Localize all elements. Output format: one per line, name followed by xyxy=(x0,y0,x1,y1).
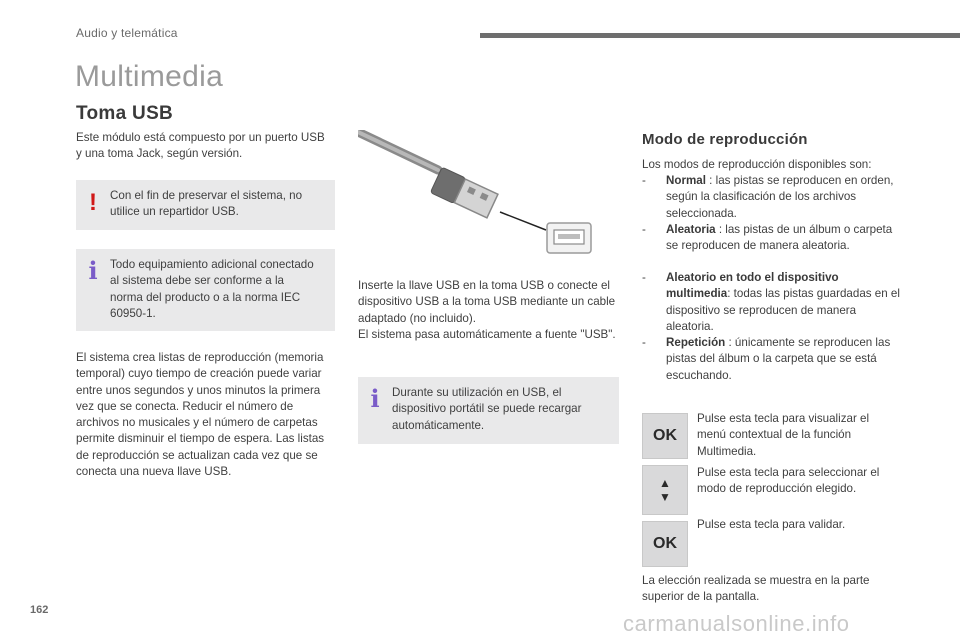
ok-key-label: OK xyxy=(653,427,677,444)
info-text-charging: Durante su utilización en USB, el dispositivo portátil se puede recargar automáticamente. xyxy=(392,386,582,432)
usb-plug-illustration xyxy=(358,130,620,260)
intro-paragraph: Este módulo está compuesto por un puerto USB y una toma Jack, según versión. xyxy=(76,131,325,161)
insert-text: Inserte la llave USB en la toma USB o conecte el dispositivo USB a la toma USB mediante un cable adaptado (no incluido). xyxy=(358,279,616,325)
info-icon: i xyxy=(88,256,98,285)
mode-name: Repetición xyxy=(666,336,726,349)
warning-text: Con el fin de preservar el sistema, no utilice un repartidor USB. xyxy=(110,189,303,219)
watermark: carmanualsonline.info xyxy=(623,611,850,636)
list-dash: - xyxy=(642,174,646,187)
ok-key-menu-description: Pulse esta tecla para visualizar el menú contextual de la función Multimedia. xyxy=(697,412,870,458)
mode-desc: : las pistas de un álbum o carpeta se reproducen de manera aleatoria. xyxy=(666,223,893,253)
ok-key-label: OK xyxy=(653,535,677,552)
arrow-down-icon: ▼ xyxy=(659,490,671,504)
header-bar xyxy=(480,33,960,38)
ok-key-menu xyxy=(642,413,688,459)
header-section-label: Audio y telemática xyxy=(76,26,178,40)
mode-name: Aleatorio en todo el dispositivo multimedia xyxy=(666,271,839,301)
modes-intro: Los modos de reproducción disponibles son: xyxy=(642,158,872,171)
section-title: Toma USB xyxy=(76,103,174,124)
ok-key-validate xyxy=(642,521,688,567)
list-dash: - xyxy=(642,336,646,349)
arrow-up-icon: ▲ xyxy=(659,476,671,490)
ok-key-validate-description: Pulse esta tecla para validar. xyxy=(697,518,846,531)
mode-desc: : todas las pistas guardadas en el dispositivo se reproducen de manera aleatoria. xyxy=(666,287,900,333)
up-down-keys-description: Pulse esta tecla para seleccionar el modo de reproducción elegido. xyxy=(697,466,880,496)
page-title: Multimedia xyxy=(75,60,224,93)
mode-desc: : únicamente se reproducen las pistas del álbum o la carpeta que se está escuchando. xyxy=(666,336,891,382)
info-note-equipment xyxy=(76,249,335,331)
playlists-paragraph: El sistema crea listas de reproducción (memoria temporal) cuyo tiempo de creación puede variar entre unos segundos y unos minutos la primera vez que se conecta. Reducir el número de archivos no musicales y el número de carpetas permite disminuir el tiempo de espera. Las listas de reproducción se actualizan cada vez que se conecta una nueva llave USB. xyxy=(76,351,325,479)
info-icon: i xyxy=(370,384,380,413)
mode-section-title: Modo de reproducción xyxy=(642,131,808,148)
list-dash: - xyxy=(642,271,646,284)
choice-note: La elección realizada se muestra en la parte superior de la pantalla. xyxy=(642,574,870,604)
mode-name: Aleatoria xyxy=(666,223,716,236)
list-dash: - xyxy=(642,223,646,236)
up-down-keys xyxy=(642,465,688,515)
mode-name: Normal xyxy=(666,174,706,187)
info-text-equipment: Todo equipamiento adicional conectado al sistema debe ser conforme a la norma del producto o a la norma IEC 60950-1. xyxy=(110,258,314,320)
exclamation-icon: ! xyxy=(89,189,97,216)
warning-note xyxy=(76,180,335,230)
source-text: El sistema pasa automáticamente a fuente "USB". xyxy=(358,327,616,341)
insert-instructions xyxy=(358,278,620,343)
mode-desc: : las pistas se reproducen en orden, según la clasificación de los archivos seleccionada. xyxy=(666,174,894,220)
page-number: 162 xyxy=(30,604,49,616)
info-note-charging xyxy=(358,377,619,444)
